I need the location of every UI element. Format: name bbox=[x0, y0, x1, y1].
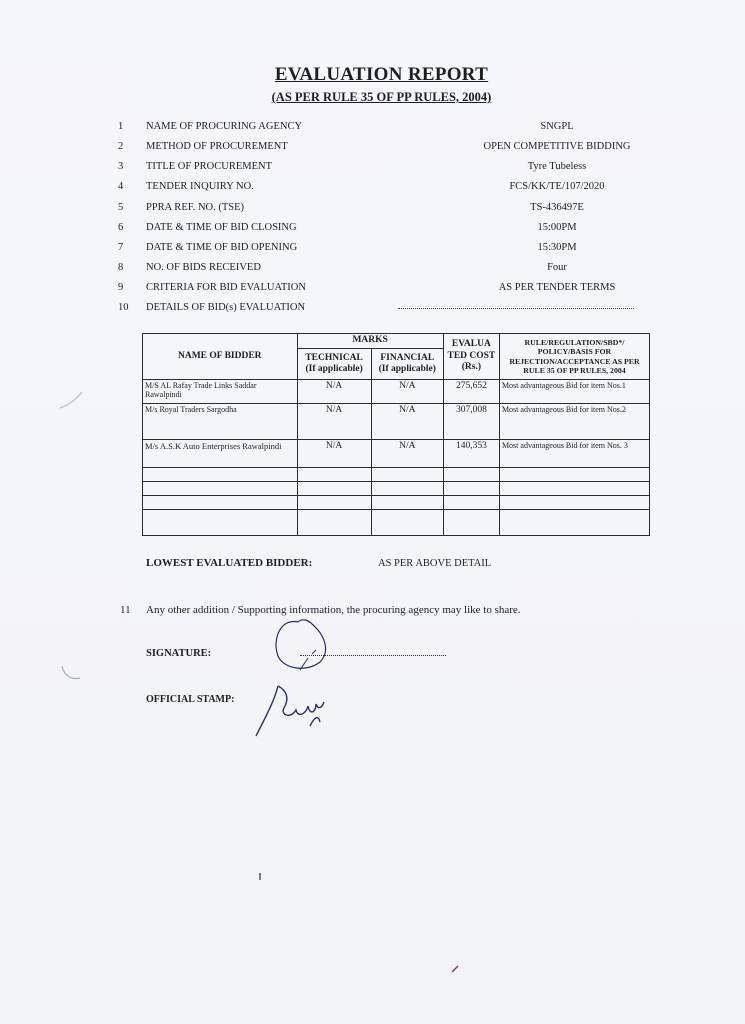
header-financial-label: FINANCIAL bbox=[380, 352, 435, 363]
header-technical-label: TECHNICAL bbox=[305, 352, 363, 363]
info-row bbox=[118, 178, 658, 194]
table-row-empty bbox=[143, 482, 650, 496]
row-value: FCS/KK/TE/107/2020 bbox=[509, 180, 605, 192]
row-label: METHOD OF PROCUREMENT bbox=[146, 140, 288, 152]
lowest-bidder-label: LOWEST EVALUATED BIDDER: bbox=[146, 557, 313, 569]
info-row bbox=[118, 299, 658, 315]
bidder-name: M/s A.S.K Auto Enterprises Rawalpindi bbox=[143, 440, 298, 468]
row-value: OPEN COMPETITIVE BIDDING bbox=[483, 140, 631, 152]
row-label: CRITERIA FOR BID EVALUATION bbox=[146, 281, 306, 293]
header-technical-sub: (If applicable) bbox=[305, 364, 363, 374]
row-number: 2 bbox=[118, 140, 124, 152]
table-row-empty bbox=[143, 510, 650, 536]
rule-basis: Most advantageous Bid for item Nos.2 bbox=[499, 404, 649, 440]
info-row bbox=[118, 279, 658, 295]
row-value: Four bbox=[547, 261, 567, 273]
bidder-name: M/S AL Rafay Trade Links Saddar Rawalpindi bbox=[143, 380, 298, 404]
row-label: DETAILS OF BID(s) EVALUATION bbox=[146, 301, 306, 313]
technical-marks: N/A bbox=[297, 404, 371, 440]
row-number: 10 bbox=[118, 301, 129, 313]
evaluated-cost: 275,652 bbox=[443, 380, 499, 404]
info-row bbox=[118, 259, 658, 275]
signature-label: SIGNATURE: bbox=[146, 648, 212, 659]
header-marks: MARKS bbox=[297, 334, 443, 349]
speck-mark bbox=[256, 872, 264, 882]
row-value: Tyre Tubeless bbox=[527, 160, 587, 172]
rule-basis: Most advantageous Bid for item Nos. 3 bbox=[499, 440, 649, 468]
row-label: DATE & TIME OF BID CLOSING bbox=[146, 221, 297, 233]
financial-marks: N/A bbox=[371, 404, 443, 440]
page-subtitle: (AS PER RULE 35 OF PP RULES, 2004) bbox=[271, 90, 492, 104]
info-row bbox=[118, 138, 658, 154]
row-number: 3 bbox=[118, 160, 124, 172]
row-label: NAME OF PROCURING AGENCY bbox=[146, 120, 303, 132]
table-header-row bbox=[143, 334, 650, 349]
info-row bbox=[118, 239, 658, 255]
paper-fold-mark bbox=[56, 388, 86, 416]
item-11-number: 11 bbox=[120, 604, 131, 616]
table-row bbox=[143, 404, 650, 440]
hole-punch-mark bbox=[58, 660, 82, 684]
header-technical bbox=[297, 349, 371, 380]
row-value: TS-436497E bbox=[530, 201, 584, 213]
financial-marks: N/A bbox=[371, 380, 443, 404]
evaluated-cost: 307,008 bbox=[443, 404, 499, 440]
header-rule: RULE/REGULATION/SBD*/ POLICY/BASIS FOR REJECTION/ACCEPTANCE AS PER RULE 35 OF PP RULES, 2004 bbox=[499, 334, 649, 380]
header-evaluated-cost: EVALUA TED COST (Rs.) bbox=[443, 334, 499, 380]
row-value: AS PER TENDER TERMS bbox=[498, 281, 616, 293]
technical-marks: N/A bbox=[297, 380, 371, 404]
bidder-name: M/s Royal Traders Sargodha bbox=[143, 404, 298, 440]
table-row bbox=[143, 380, 650, 404]
table-row bbox=[143, 440, 650, 468]
row-label: PPRA REF. NO. (TSE) bbox=[146, 201, 245, 213]
official-stamp-label: OFFICIAL STAMP: bbox=[146, 694, 235, 705]
info-row bbox=[118, 118, 658, 134]
technical-marks: N/A bbox=[297, 440, 371, 468]
item-11-text: Any other addition / Supporting information, the procuring agency may like to share. bbox=[146, 604, 521, 616]
header-financial bbox=[371, 349, 443, 380]
handwritten-signature bbox=[250, 610, 360, 750]
evaluated-cost: 140,353 bbox=[443, 440, 499, 468]
info-row bbox=[118, 199, 658, 215]
lowest-bidder-value: AS PER ABOVE DETAIL bbox=[378, 558, 492, 569]
info-row bbox=[118, 158, 658, 174]
row-number: 9 bbox=[118, 281, 124, 293]
row-number: 6 bbox=[118, 221, 124, 233]
header-financial-sub: (If applicable) bbox=[378, 364, 436, 374]
header-bidder-name: NAME OF BIDDER bbox=[143, 334, 298, 380]
row-label: TITLE OF PROCUREMENT bbox=[146, 160, 272, 172]
row-label: NO. OF BIDS RECEIVED bbox=[146, 261, 261, 273]
row-label: DATE & TIME OF BID OPENING bbox=[146, 241, 298, 253]
row-number: 8 bbox=[118, 261, 124, 273]
row-number: 5 bbox=[118, 201, 124, 213]
financial-marks: N/A bbox=[371, 440, 443, 468]
table-row-empty bbox=[143, 468, 650, 482]
page-title: EVALUATION REPORT bbox=[274, 64, 489, 85]
row-label: TENDER INQUIRY NO. bbox=[146, 180, 254, 192]
speck-mark bbox=[450, 964, 460, 974]
dotted-line bbox=[398, 308, 634, 309]
row-value: SNGPL bbox=[540, 120, 574, 132]
table-row-empty bbox=[143, 496, 650, 510]
row-number: 7 bbox=[118, 241, 124, 253]
row-number: 1 bbox=[118, 120, 124, 132]
bid-evaluation-table bbox=[142, 333, 650, 536]
rule-basis: Most advantageous Bid for item Nos.1 bbox=[499, 380, 649, 404]
row-value: 15:00PM bbox=[537, 221, 577, 233]
row-number: 4 bbox=[118, 180, 124, 192]
info-row bbox=[118, 219, 658, 235]
row-value: 15:30PM bbox=[537, 241, 577, 253]
